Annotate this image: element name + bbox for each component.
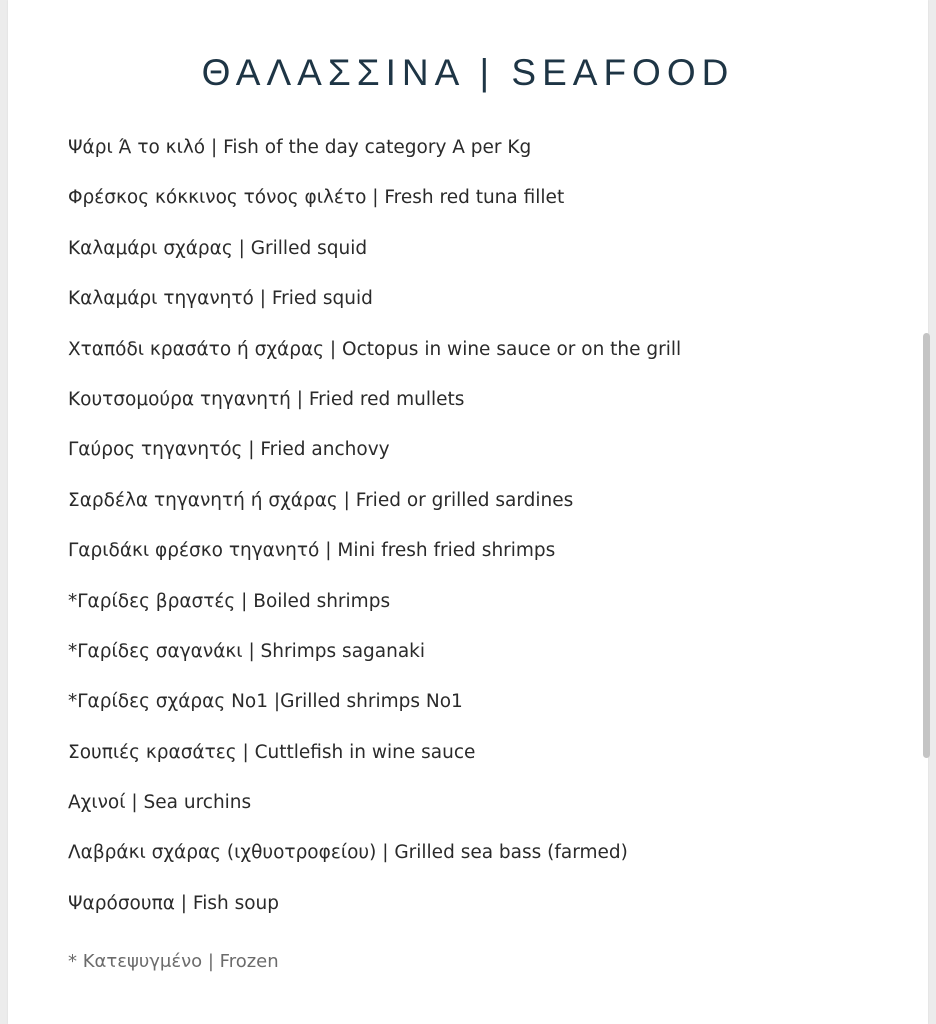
- menu-item: *Γαρίδες σχάρας Νο1 |Grilled shrimps No1: [68, 691, 463, 713]
- menu-item: Σαρδέλα τηγανητή ή σχάρας | Fried or grilled sardines: [68, 489, 574, 511]
- scrollbar-thumb[interactable]: [923, 333, 930, 758]
- menu-item: *Γαρίδες βραστές | Boiled shrimps: [68, 590, 391, 612]
- menu-item: Ψάρι Ά το κιλό | Fish of the day category A per Kg: [68, 137, 532, 158]
- section-title: ΘΑΛΑΣΣΙΝΑ | SEAFOOD: [201, 52, 735, 93]
- menu-item: Καλαμάρι σχάρας | Grilled squid: [68, 237, 368, 259]
- menu-item: Χταπόδι κρασάτο ή σχάρας | Octopus in wine sauce or on the grill: [68, 338, 682, 360]
- menu-item: Καλαμάρι τηγανητό | Fried squid: [68, 288, 373, 310]
- menu-item: Λαβράκι σχάρας (ιχθυοτροφείου) | Grilled sea bass (farmed): [68, 842, 628, 864]
- menu-item: Σουπιές κρασάτες | Cuttlefish in wine sauce: [68, 741, 476, 763]
- frozen-footnote: * Κατεψυγμένο | Frozen: [68, 951, 279, 972]
- menu-item: Γαύρος τηγανητός | Fried anchovy: [68, 439, 390, 461]
- menu-list: [68, 130, 681, 936]
- menu-item: Αχινοί | Sea urchins: [68, 792, 252, 814]
- menu-item: *Γαρίδες σαγανάκι | Shrimps saganaki: [68, 640, 426, 662]
- menu-item: Ψαρόσουπα | Fish soup: [68, 892, 279, 914]
- menu-item: Φρέσκος κόκκινος τόνος φιλέτο | Fresh red tuna fillet: [68, 187, 565, 209]
- menu-page: [8, 0, 928, 1024]
- menu-item: Κουτσομούρα τηγανητή | Fried red mullets: [68, 388, 465, 410]
- menu-item: Γαριδάκι φρέσκο τηγανητό | Mini fresh fried shrimps: [68, 540, 556, 562]
